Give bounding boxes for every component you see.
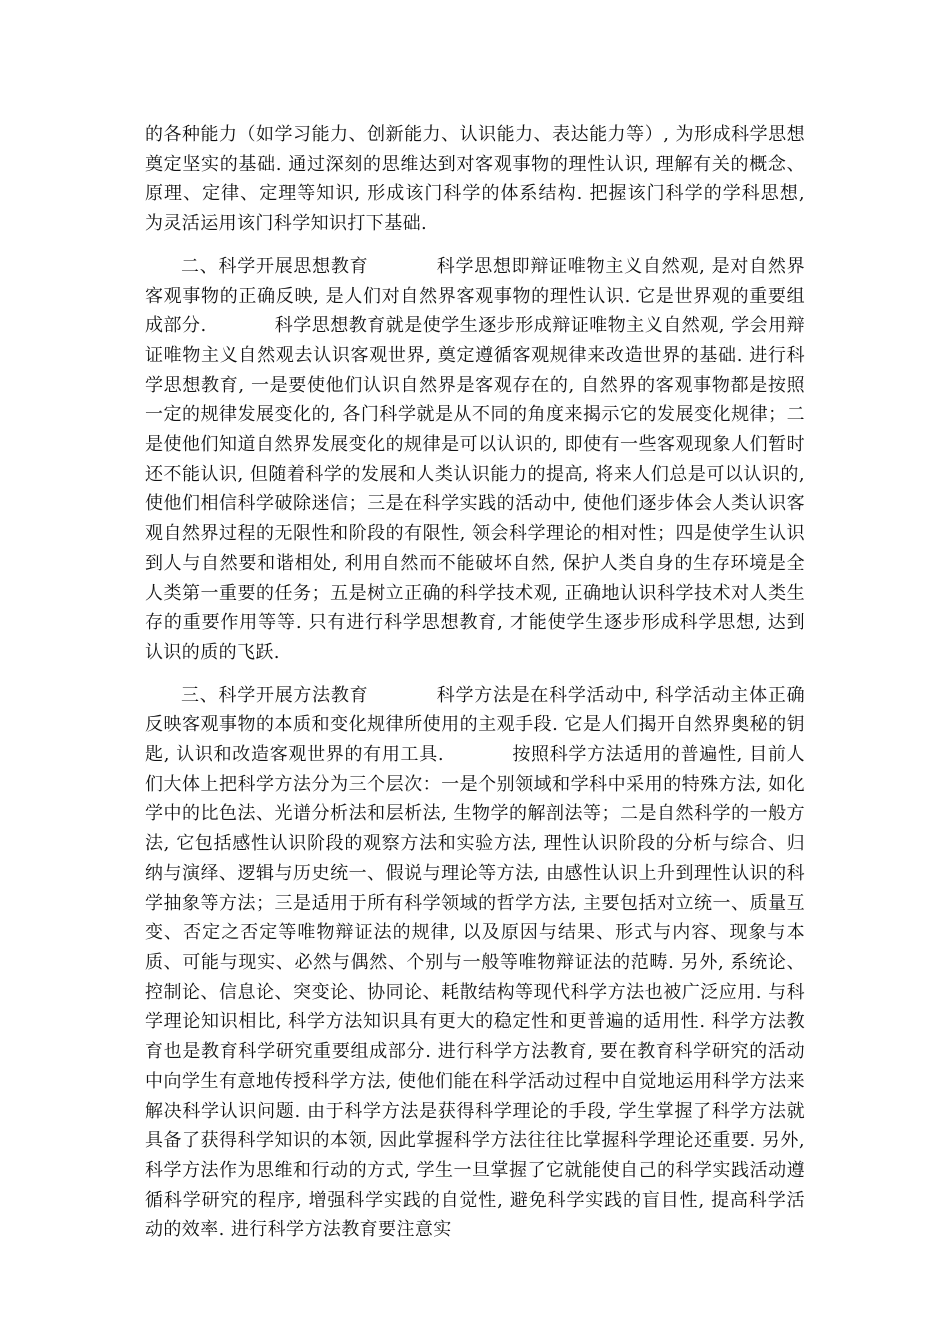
section-heading: 三、科学开展方法教育 <box>181 684 369 706</box>
paragraph-text: 科学思想即辩证唯物主义自然观, 是对自然界客观事物的正确反映, 是人们对自然界客观事物的理性认识. 它是世界观的重要组成部分. <box>145 255 806 337</box>
paragraph-text: 的各种能力（如学习能力、创新能力、认识能力、表达能力等）, 为形成科学思想奠定坚实的基础. 通过深刻的思维达到对客观事物的理性认识, 理解有关的概念、原理、定律、定理等知识, 形成该门科学的体系结构. 把握该门科学的学科思想, 为灵活运用该门科学知识打下基础. <box>145 124 805 235</box>
section-heading: 二、科学开展思想教育 <box>181 255 369 277</box>
document-page <box>145 120 805 1258</box>
paragraph-thought-education <box>145 252 805 668</box>
paragraph-abilities <box>145 120 805 239</box>
paragraph-text: 科学思想教育就是使学生逐步形成辩证唯物主义自然观, 学会用辩证唯物主义自然观去认识客观世界, 奠定遵循客观规律来改造世界的基础. 进行科学思想教育, 一是要使他们认识自然界是客观存在的, 自然界的客观事物都是按照一定的规律发展变化的, 各门科学就是从不同的角度来揭示它的发展变化规律；二是使他们知道自然界发展变化的规律是可以认识的, 即使有一些客观现象人们暂时还不能认识, 但随着科学的发展和人类认识能力的提高, 将来人们总是可以认识的, 使他们相信科学破除迷信；三是在科学实践的活动中, 使他们逐步体会人类认识客观自然界过程的无限性和阶段的有限性, 领会科学理论的相对性；四是使学生认识到人与自然要和谐相处, 利用自然而不能破坏自然, 保护人类自身的生存环境是全人类第一重要的任务；五是树立正确的科学技术观, 正确地认识科学技术对人类生存的重要作用等等. 只有进行科学思想教育, 才能使学生逐步形成科学思想, 达到认识的质的飞跃. <box>145 315 805 663</box>
paragraph-text: 科学方法是在科学活动中, 科学活动主体正确反映客观事物的本质和变化规律所使用的主观手段. 它是人们揭开自然界奥秘的钥匙, 认识和改造客观世界的有用工具. <box>145 684 806 766</box>
paragraph-text: 按照科学方法适用的普遍性, 目前人们大体上把科学方法分为三个层次：一是个别领域和学科中采用的特殊方法, 如化学中的比色法、光谱分析法和层析法, 生物学的解剖法等；二是自然科学的一般方法, 它包括感性认识阶段的观察方法和实验方法, 理性认识阶段的分析与综合、归纳与演绎、逻辑与历史统一、假说与理论等方法, 由感性认识上升到理性认识的科学抽象等方法；三是适用于所有科学领域的哲学方法, 主要包括对立统一、质量互变、否定之否定等唯物辩证法的规律, 以及原因与结果、形式与内容、现象与本质、可能与现实、必然与偶然、个别与一般等唯物辩证法的范畴. 另外, 系统论、控制论、信息论、突变论、协同论、耗散结构等现代科学方法也被广泛应用. 与科学理论知识相比, 科学方法知识具有更大的稳定性和更普遍的适用性. 科学方法教育也是教育科学研究重要组成部分. 进行科学方法教育, 要在教育科学研究的活动中向学生有意地传授科学方法, 使他们能在科学活动过程中自觉地运用科学方法来解决科学认识问题. 由于科学方法是获得科学理论的手段, 学生掌握了科学方法就具备了获得科学知识的本领, 因此掌握科学方法往往比掌握科学理论还重要. 另外, 科学方法作为思维和行动的方式, 学生一旦掌握了它就能使自己的科学实践活动遵循科学研究的程序, 增强科学实践的自觉性, 避免科学实践的盲目性, 提高科学活动的效率. 进行科学方法教育要注意实 <box>145 744 805 1241</box>
paragraph-method-education <box>145 681 805 1245</box>
